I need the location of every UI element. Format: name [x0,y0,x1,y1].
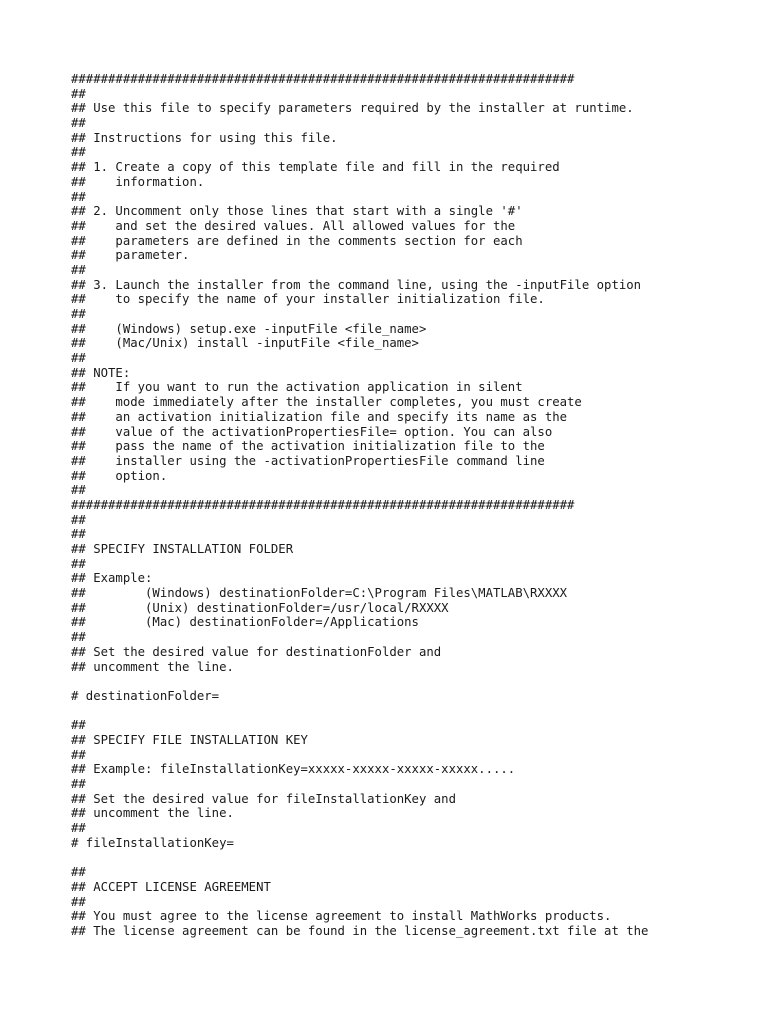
document-line: ## [71,189,86,204]
document-line: ## (Windows) setup.exe -inputFile <file_name> [71,321,427,336]
document-line: # destinationFolder= [71,688,220,703]
document-line: ## NOTE: [71,365,131,380]
document-line: ## Use this file to specify parameters required by the installer at runtime. [71,101,634,116]
document-line: ## The license agreement can be found in the license_agreement.txt file at the [71,923,649,938]
document-line: ## [71,86,86,101]
document-line: ## an activation initialization file and specify its name as the [71,409,568,424]
document-line: ## Example: [71,571,153,586]
document-line: ## 1. Create a copy of this template file and fill in the required [71,160,560,175]
document-line: ## [71,556,86,571]
document-line: ## installer using the -activationPropertiesFile command line [71,453,545,468]
document-line: ## (Unix) destinationFolder=/usr/local/RXXXX [71,600,449,615]
document-line: ## [71,894,86,909]
document-line [71,850,648,865]
document-line: ## value of the activationPropertiesFile= option. You can also [71,424,553,439]
document-line: ## information. [71,174,205,189]
document-line [71,704,648,719]
document-line: ## 2. Uncomment only those lines that start with a single '#' [71,204,523,219]
document-line: ## [71,262,86,277]
document-line: #################################################################### [71,497,575,512]
installer-input-file-text [71,72,648,939]
document-line: ## (Windows) destinationFolder=C:\Program Files\MATLAB\RXXXX [71,586,568,601]
document-line: ## Example: fileInstallationKey=xxxxx-xxxxx-xxxxx-xxxxx..... [71,762,516,777]
document-line: ## and set the desired values. All allowed values for the [71,218,516,233]
document-line: ## to specify the name of your installer initialization file. [71,292,545,307]
document-line: ## [71,116,86,131]
document-line: ## uncomment the line. [71,806,234,821]
document-line: ## (Mac/Unix) install -inputFile <file_name> [71,336,419,351]
document-line: ## option. [71,468,168,483]
document-line: #################################################################### [71,72,575,86]
document-line: ## [71,483,86,498]
document-line: ## [71,777,86,791]
document-line: ## [71,821,86,836]
document-line [71,674,648,689]
document-line: ## ACCEPT LICENSE AGREEMENT [71,879,271,894]
document-line: ## SPECIFY FILE INSTALLATION KEY [71,732,308,747]
document-line: ## [71,145,86,160]
document-line: ## parameters are defined in the comments section for each [71,233,523,248]
document-line: ## SPECIFY INSTALLATION FOLDER [71,542,294,556]
document-line: ## [71,307,86,321]
document-line: ## Set the desired value for destinationFolder and [71,644,442,659]
document-line: ## parameter. [71,248,190,263]
document-line: ## [71,718,86,733]
document-line: ## [71,512,86,527]
document-line: # fileInstallationKey= [71,835,234,850]
document-line: ## [71,865,86,880]
document-line: ## Instructions for using this file. [71,130,338,145]
document-line: ## mode immediately after the installer completes, you must create [71,395,582,410]
document-line: ## uncomment the line. [71,659,234,674]
document-line: ## [71,630,86,645]
document-line: ## [71,527,86,542]
document-line: ## [71,747,86,762]
document-line: ## [71,351,86,366]
document-line: ## pass the name of the activation initialization file to the [71,439,545,454]
document-line: ## 3. Launch the installer from the command line, using the -inputFile option [71,277,642,292]
document-line: ## You must agree to the license agreement to install MathWorks products. [71,909,612,924]
document-line: ## If you want to run the activation application in silent [71,380,523,395]
document-line: ## Set the desired value for fileInstallationKey and [71,791,456,806]
document-line: ## (Mac) destinationFolder=/Applications [71,615,419,630]
